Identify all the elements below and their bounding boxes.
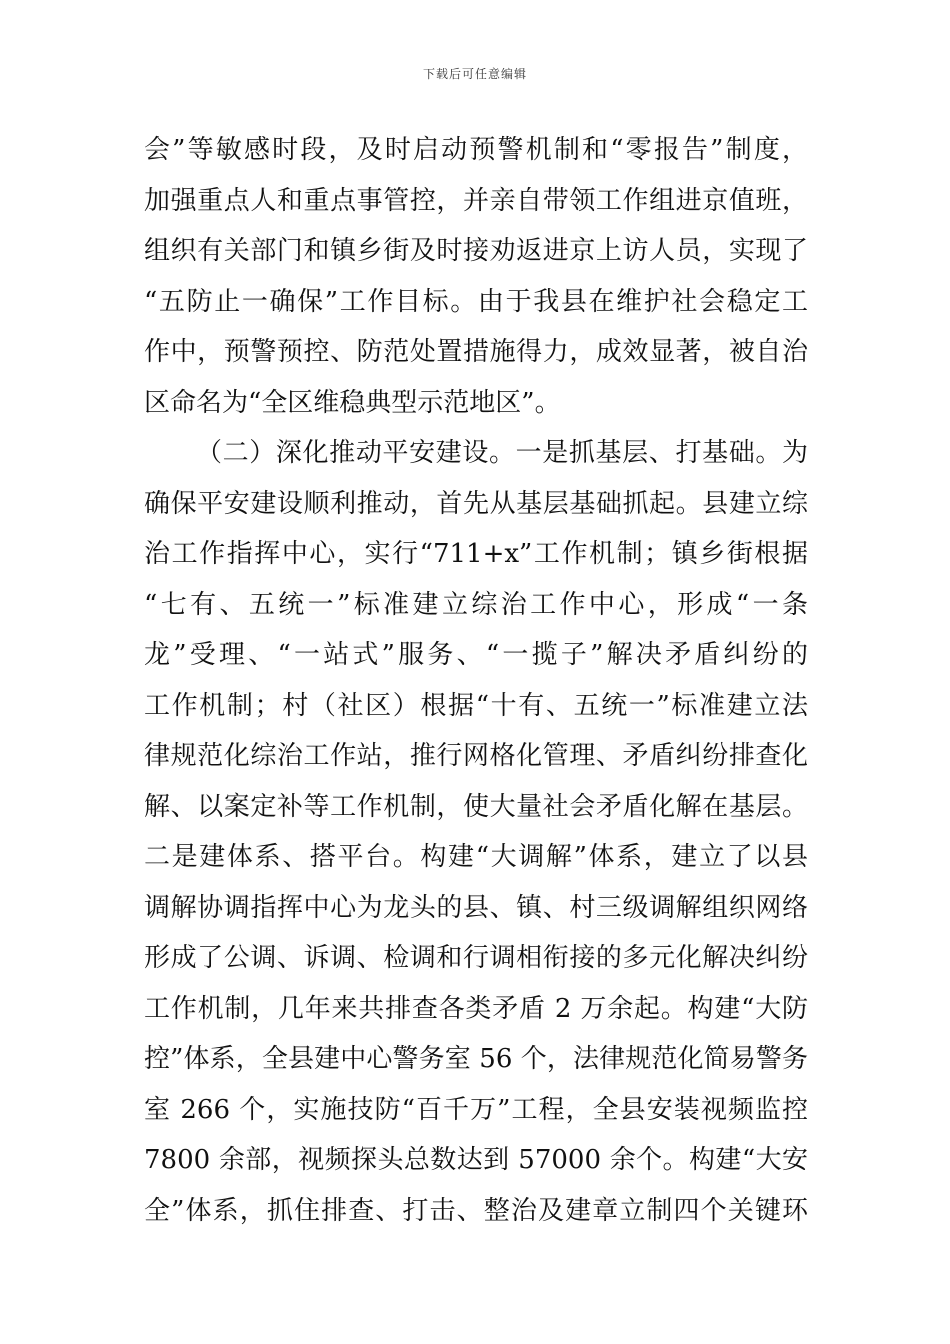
- text-line: 工作机制，几年来共排查各类矛盾 2 万余起。构建“大防: [144, 993, 808, 1024]
- text-line: 会”等敏感时段，及时启动预警机制和“零报告”制度，: [144, 135, 808, 165]
- text-line: 室 266 个，实施技防“百千万”工程，全县安装视频监控: [144, 1094, 808, 1125]
- text-line: “七有、五统一”标准建立综治工作中心，形成“一条: [144, 589, 808, 620]
- text-line: 全”体系，抓住排查、打击、整治及建章立制四个关键环: [144, 1195, 808, 1226]
- text-line: 区命名为“全区维稳典型示范地区”。: [144, 387, 561, 418]
- text-line: 7800 余部，视频探头总数达到 57000 余个。构建“大安: [144, 1145, 808, 1175]
- text-line: 律规范化综治工作站，推行网格化管理、矛盾纠纷排查化: [144, 741, 808, 771]
- text-line: “五防止一确保”工作目标。由于我县在维护社会稳定工: [144, 286, 808, 317]
- text-line: 作中，预警预控、防范处置措施得力，成效显著，被自治: [144, 337, 808, 367]
- document-body: [144, 125, 808, 1236]
- text-line: 控”体系，全县建中心警务室 56 个，法律规范化简易警务: [144, 1044, 808, 1074]
- text-line: 确保平安建设顺利推动，首先从基层基础抓起。县建立综: [144, 488, 808, 519]
- text-line: 工作机制；村（社区）根据“十有、五统一”标准建立法: [144, 690, 808, 721]
- text-line: 治工作指挥中心，实行“711+x”工作机制；镇乡街根据: [144, 539, 808, 569]
- text-line: 加强重点人和重点事管控，并亲自带领工作组进京值班，: [144, 185, 808, 216]
- text-line: 形成了公调、诉调、检调和行调相衔接的多元化解决纠纷: [144, 943, 808, 973]
- page-header-note: 下载后可任意编辑: [422, 67, 527, 81]
- text-line: 龙”受理、“一站式”服务、“一揽子”解决矛盾纠纷的: [144, 640, 808, 670]
- text-line: 调解协调指挥中心为龙头的县、镇、村三级调解组织网络: [144, 892, 808, 923]
- text-line: 解、以案定补等工作机制，使大量社会矛盾化解在基层。: [144, 791, 808, 822]
- text-line: 二是建体系、搭平台。构建“大调解”体系，建立了以县: [144, 842, 808, 872]
- text-line: 组织有关部门和镇乡街及时接劝返进京上访人员，实现了: [144, 236, 808, 266]
- section-heading-line: （二）深化推动平安建设。一是抓基层、打基础。为: [196, 438, 808, 468]
